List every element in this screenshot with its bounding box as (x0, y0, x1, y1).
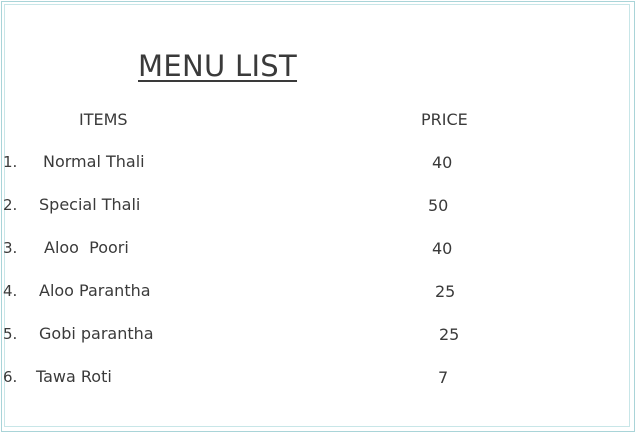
row-number: 3. (3, 239, 18, 257)
price-header: PRICE (421, 110, 468, 129)
page-frame-inner (4, 4, 630, 427)
row-number: 6. (3, 368, 18, 386)
item-name: Special Thali (39, 195, 141, 214)
item-name: Normal Thali (43, 152, 145, 171)
items-header: ITEMS (79, 110, 128, 129)
item-name: Gobi parantha (39, 324, 154, 343)
menu-title: MENU LIST (138, 49, 298, 83)
row-number: 2. (3, 196, 18, 214)
item-price: 25 (435, 282, 456, 301)
item-name: Aloo Poori (44, 238, 129, 257)
item-price: 40 (432, 239, 453, 258)
row-number: 1. (3, 153, 18, 171)
item-price: 7 (438, 368, 449, 387)
row-number: 5. (3, 325, 18, 343)
item-name: Tawa Roti (36, 367, 112, 386)
item-price: 25 (439, 325, 460, 344)
row-number: 4. (3, 282, 18, 300)
item-price: 40 (432, 153, 453, 172)
item-price: 50 (428, 196, 449, 215)
item-name: Aloo Parantha (39, 281, 151, 300)
